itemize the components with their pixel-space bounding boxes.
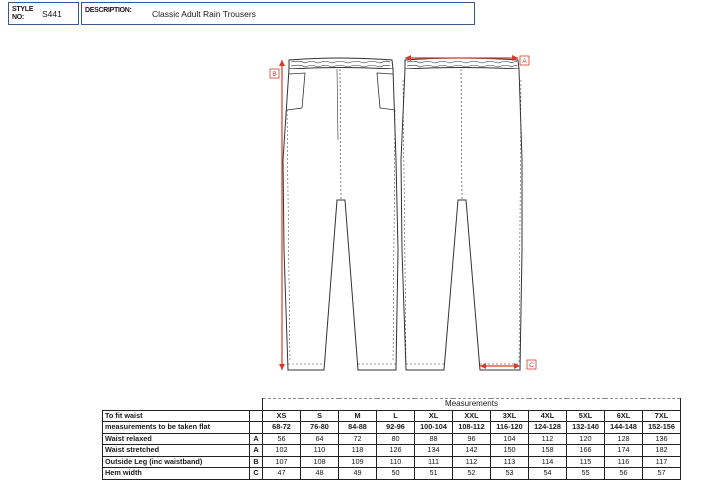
- waist-range-cell: 144-148: [605, 422, 643, 434]
- size-header-cell: XL: [415, 410, 453, 422]
- row-code: A: [250, 433, 263, 445]
- arrowhead-icon: [279, 60, 285, 66]
- value-cell: 108: [301, 456, 339, 468]
- waist-range-cell: 116-120: [491, 422, 529, 434]
- arrowhead-icon: [279, 364, 285, 370]
- value-cell: 56: [605, 468, 643, 480]
- size-header-cell: 7XL: [643, 410, 681, 422]
- value-cell: 72: [339, 433, 377, 445]
- row-code: C: [250, 468, 263, 480]
- value-cell: 128: [605, 433, 643, 445]
- value-cell: 104: [491, 433, 529, 445]
- value-cell: 52: [453, 468, 491, 480]
- value-cell: 55: [567, 468, 605, 480]
- value-cell: 102: [263, 445, 301, 457]
- waist-range-cell: 92-96: [377, 422, 415, 434]
- row-code: A: [250, 445, 263, 457]
- size-header-cell: 6XL: [605, 410, 643, 422]
- table-row: [103, 468, 681, 480]
- value-cell: 174: [605, 445, 643, 457]
- waist-range-cell: 124-128: [529, 422, 567, 434]
- value-cell: 48: [301, 468, 339, 480]
- value-cell: 126: [377, 445, 415, 457]
- value-cell: 150: [491, 445, 529, 457]
- value-cell: 112: [529, 433, 567, 445]
- value-cell: 109: [339, 456, 377, 468]
- row-label: Waist relaxed: [103, 433, 250, 445]
- value-cell: 142: [453, 445, 491, 457]
- measure-flat-label: measurements to be taken flat: [103, 422, 250, 434]
- size-header-cell: XXL: [453, 410, 491, 422]
- size-header-cell: 4XL: [529, 410, 567, 422]
- table-title: Measurements: [263, 399, 681, 411]
- value-cell: 110: [301, 445, 339, 457]
- description-value: Classic Adult Rain Trousers: [152, 9, 256, 19]
- value-cell: 51: [415, 468, 453, 480]
- value-cell: 54: [529, 468, 567, 480]
- row-label: Outside Leg (inc waistband): [103, 456, 250, 468]
- marker-b-label: B: [272, 71, 277, 78]
- value-cell: 120: [567, 433, 605, 445]
- size-header-cell: M: [339, 410, 377, 422]
- value-cell: 96: [453, 433, 491, 445]
- style-number-label: STYLE NO:: [12, 6, 34, 21]
- value-cell: 118: [339, 445, 377, 457]
- size-header-cell: S: [301, 410, 339, 422]
- range-code-blank: [250, 422, 263, 434]
- marker-a-label: A: [522, 58, 527, 65]
- table-row: [103, 445, 681, 457]
- table-row: [103, 433, 681, 445]
- value-cell: 182: [643, 445, 681, 457]
- value-cell: 134: [415, 445, 453, 457]
- value-cell: 53: [491, 468, 529, 480]
- size-header-cell: 3XL: [491, 410, 529, 422]
- value-cell: 112: [453, 456, 491, 468]
- value-cell: 113: [491, 456, 529, 468]
- value-cell: 50: [377, 468, 415, 480]
- waist-range-cell: 108-112: [453, 422, 491, 434]
- value-cell: 136: [643, 433, 681, 445]
- size-header-cell: L: [377, 410, 415, 422]
- value-cell: 56: [263, 433, 301, 445]
- value-cell: 49: [339, 468, 377, 480]
- trousers-back-view: [401, 58, 522, 370]
- measurements-table: [102, 398, 681, 480]
- value-cell: 114: [529, 456, 567, 468]
- value-cell: 116: [605, 456, 643, 468]
- size-code-blank: [250, 410, 263, 422]
- waist-range-cell: 132-140: [567, 422, 605, 434]
- marker-c-label: C: [529, 362, 534, 369]
- value-cell: 110: [377, 456, 415, 468]
- row-label: Hem width: [103, 468, 250, 480]
- waist-range-cell: 84-88: [339, 422, 377, 434]
- style-number-value: S441: [42, 9, 62, 19]
- value-cell: 117: [643, 456, 681, 468]
- value-cell: 57: [643, 468, 681, 480]
- value-cell: 111: [415, 456, 453, 468]
- fit-waist-label: To fit waist: [103, 410, 250, 422]
- waist-range-cell: 100-104: [415, 422, 453, 434]
- table-title-row: [103, 399, 681, 411]
- value-cell: 107: [263, 456, 301, 468]
- value-cell: 80: [377, 433, 415, 445]
- value-cell: 115: [567, 456, 605, 468]
- table-row: [103, 456, 681, 468]
- value-cell: 88: [415, 433, 453, 445]
- waist-range-cell: 68-72: [263, 422, 301, 434]
- value-cell: 158: [529, 445, 567, 457]
- waist-range-cell: 152-156: [643, 422, 681, 434]
- size-header-cell: XS: [263, 410, 301, 422]
- size-header-row: [103, 410, 681, 422]
- value-cell: 47: [263, 468, 301, 480]
- description-label: DESCRIPTION:: [85, 7, 132, 14]
- value-cell: 166: [567, 445, 605, 457]
- trousers-front-view: [283, 58, 398, 370]
- row-code: B: [250, 456, 263, 468]
- row-label: Waist stretched: [103, 445, 250, 457]
- size-header-cell: 5XL: [567, 410, 605, 422]
- waist-range-cell: 76-80: [301, 422, 339, 434]
- waist-range-row: [103, 422, 681, 434]
- value-cell: 64: [301, 433, 339, 445]
